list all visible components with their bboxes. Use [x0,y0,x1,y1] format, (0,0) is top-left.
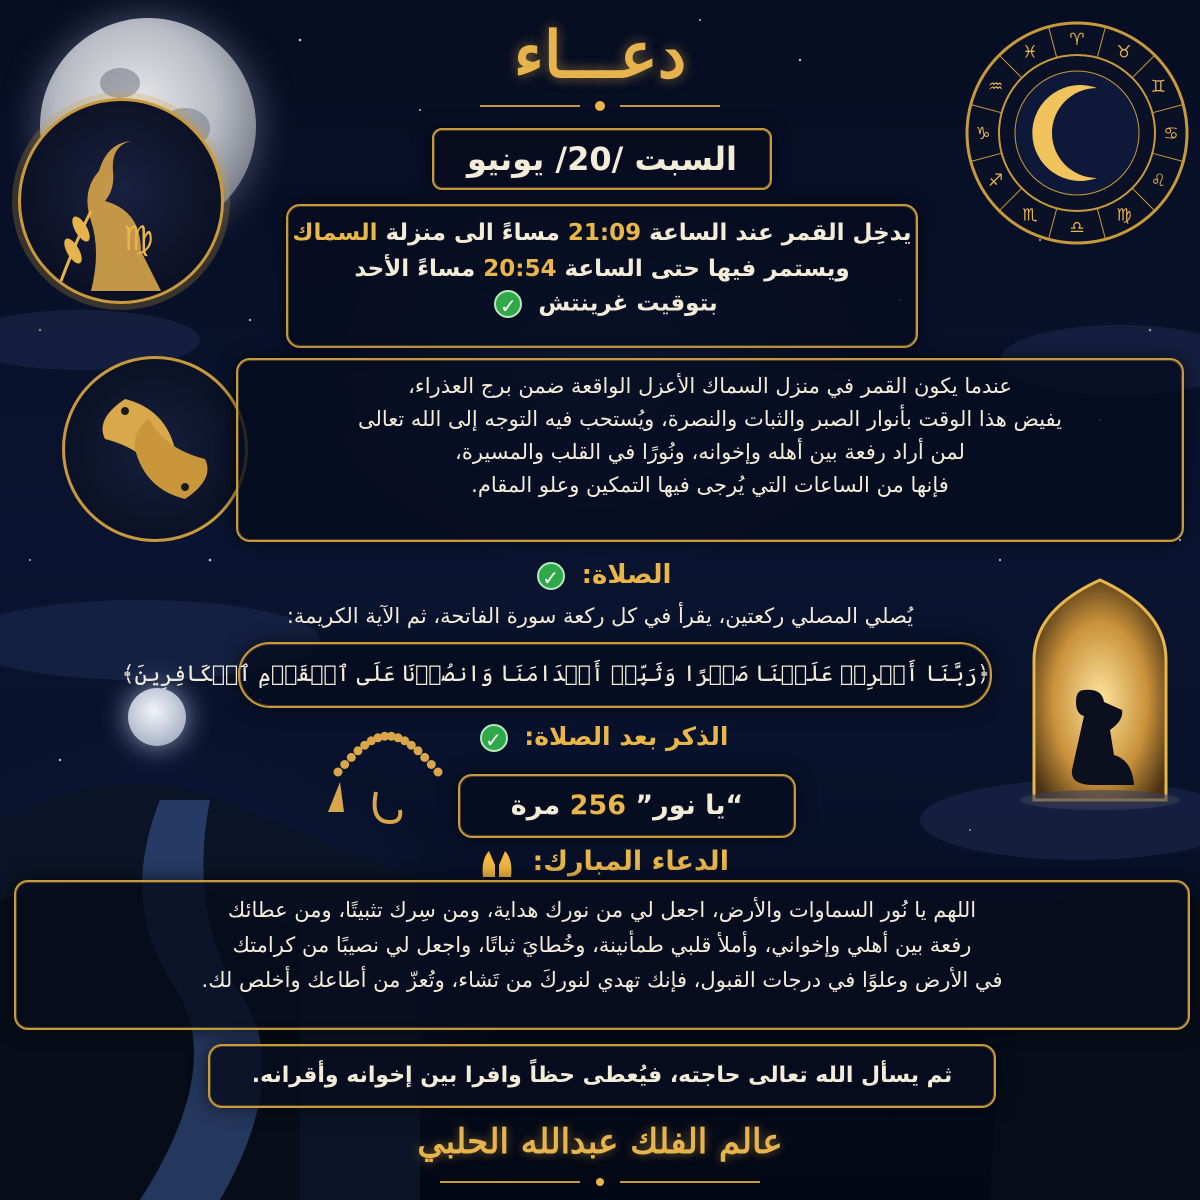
description-line: فإنها من الساعات التي يُرجى فيها التمكين وعلو المقام. [471,473,949,497]
page-title: دعـــاء [513,18,687,93]
date-text: السبت /20/ يونيو [467,140,737,178]
closing-text: ثم يسأل الله تعالى حاجته، فيُعطى حظاً وافرا بين إخوانه وأقرانه. [251,1063,953,1088]
description-line: لمن أراد رفعة بين أهله وإخوانه، ونُورًا في القلب والمسيرة، [455,440,965,464]
dhikr-panel [458,774,796,838]
pisces-fish-icon [62,356,248,542]
bead [427,760,436,769]
zodiac-wheel-icon [962,18,1192,248]
entry-time-1: 21:09 [567,220,642,246]
entry-line-2: ويستمر فيها حتى الساعة 20:54 مساءً الأحد [354,256,850,282]
bead [347,753,356,762]
moon-entry-panel [286,204,918,348]
date-panel [432,128,772,190]
dhikr-count: 256 [569,790,627,821]
zodiac-glyph: ♈ [1069,30,1085,50]
zodiac-glyph: ♋ [1163,124,1179,144]
praying-hands-icon [479,847,515,879]
zodiac-glyph: ♍ [1116,205,1132,226]
zodiac-glyph: ♉ [1116,42,1132,63]
dhikr-heading: الذكر بعد الصلاة: ✓ [380,722,820,752]
bead [434,768,443,777]
dhikr-unit: مرة [510,790,561,821]
check-icon: ✓ [537,562,565,590]
signature-ornament [430,1174,770,1190]
verse-panel [121,642,992,708]
description-line: يفيض هذا الوقت بأنوار الصبر والثبات والنصرة، ويُستحب فيه التوجه إلى الله تعالى [357,407,1063,431]
zodiac-glyph: ♒ [987,77,1004,97]
description-panel [236,358,1184,542]
zodiac-glyph: ♑ [975,124,991,144]
entry-time-2: 20:54 [483,256,557,282]
bead [420,753,429,762]
quran-verse: ﴿رَبَّنَا أَفۡرِغۡ عَلَيۡنَا صَبۡرًا وَثَبِّتۡ أَقۡدَامَنَا وَانصُرۡنَا عَلَى ٱلۡقَوۡمِ ٱلۡكَافِرِينَ﴾ [121,662,990,687]
virgo-medallion-icon [18,98,224,304]
dhikr-phrase: “يا نور” [635,790,744,821]
prayer-heading: الصلاة: ✓ [380,560,820,590]
dua-line: في الأرض وعلوًا في درجات القبول، فإنك تهدي لنوركَ من تَشاء، وتُعزّ من أطاعك وأخلص لك. [201,968,1003,992]
zodiac-glyph: ♏ [1022,205,1038,226]
prayer-beads-icon [310,722,450,832]
check-icon: ✓ [480,724,508,752]
dua-panel [14,880,1190,1030]
entry-line-3: بتوقيت غرينتش ✓ [288,290,916,318]
praying-figure-arch-icon [1014,570,1186,810]
prayer-instructions: يُصلي المصلي ركعتين، يقرأ في كل ركعة سورة الفاتحة، ثم الآية الكريمة: [286,604,914,628]
dua-heading: الدعاء المبارك: [400,846,800,879]
entry-line-1: يدخِل القمر عند الساعة 21:09 مساءً الى منزلة السماك [292,220,912,246]
virgo-glyph: ♍ [123,219,154,259]
bead [340,760,349,769]
zodiac-glyph: ♎ [1069,218,1085,238]
zodiac-glyph: ♌ [1150,171,1167,191]
entry-mansion: السماك [292,220,378,246]
zodiac-glyph: ♐ [987,171,1004,191]
zodiac-glyph: ♓ [1022,42,1038,63]
bead [414,746,423,755]
check-icon: ✓ [494,290,522,318]
dua-line: اللهم يا نُور السماوات والأرض، اجعل لي من نورك هداية، ومن سِرك تثبيتًا، ومن عطائك [227,898,977,922]
signature: عالم الفلك عبدالله الحلبي [417,1122,783,1162]
bead [334,768,343,777]
closing-panel [208,1044,996,1108]
zodiac-glyph: ♊ [1150,77,1167,97]
small-moon-icon [128,688,186,746]
description-line: عندما يكون القمر في منزل السماك الأعزل الواقعة ضمن برج العذراء، [408,374,1012,398]
dhikr-text [460,776,794,836]
title-ornament [470,96,730,116]
dua-line: رفعة بين أهلي وإخواني، وأملأ قلبي طمأنينة، وخُطايَ ثباتًا، واجعل لي نصيبًا من كرامتك [232,933,972,957]
